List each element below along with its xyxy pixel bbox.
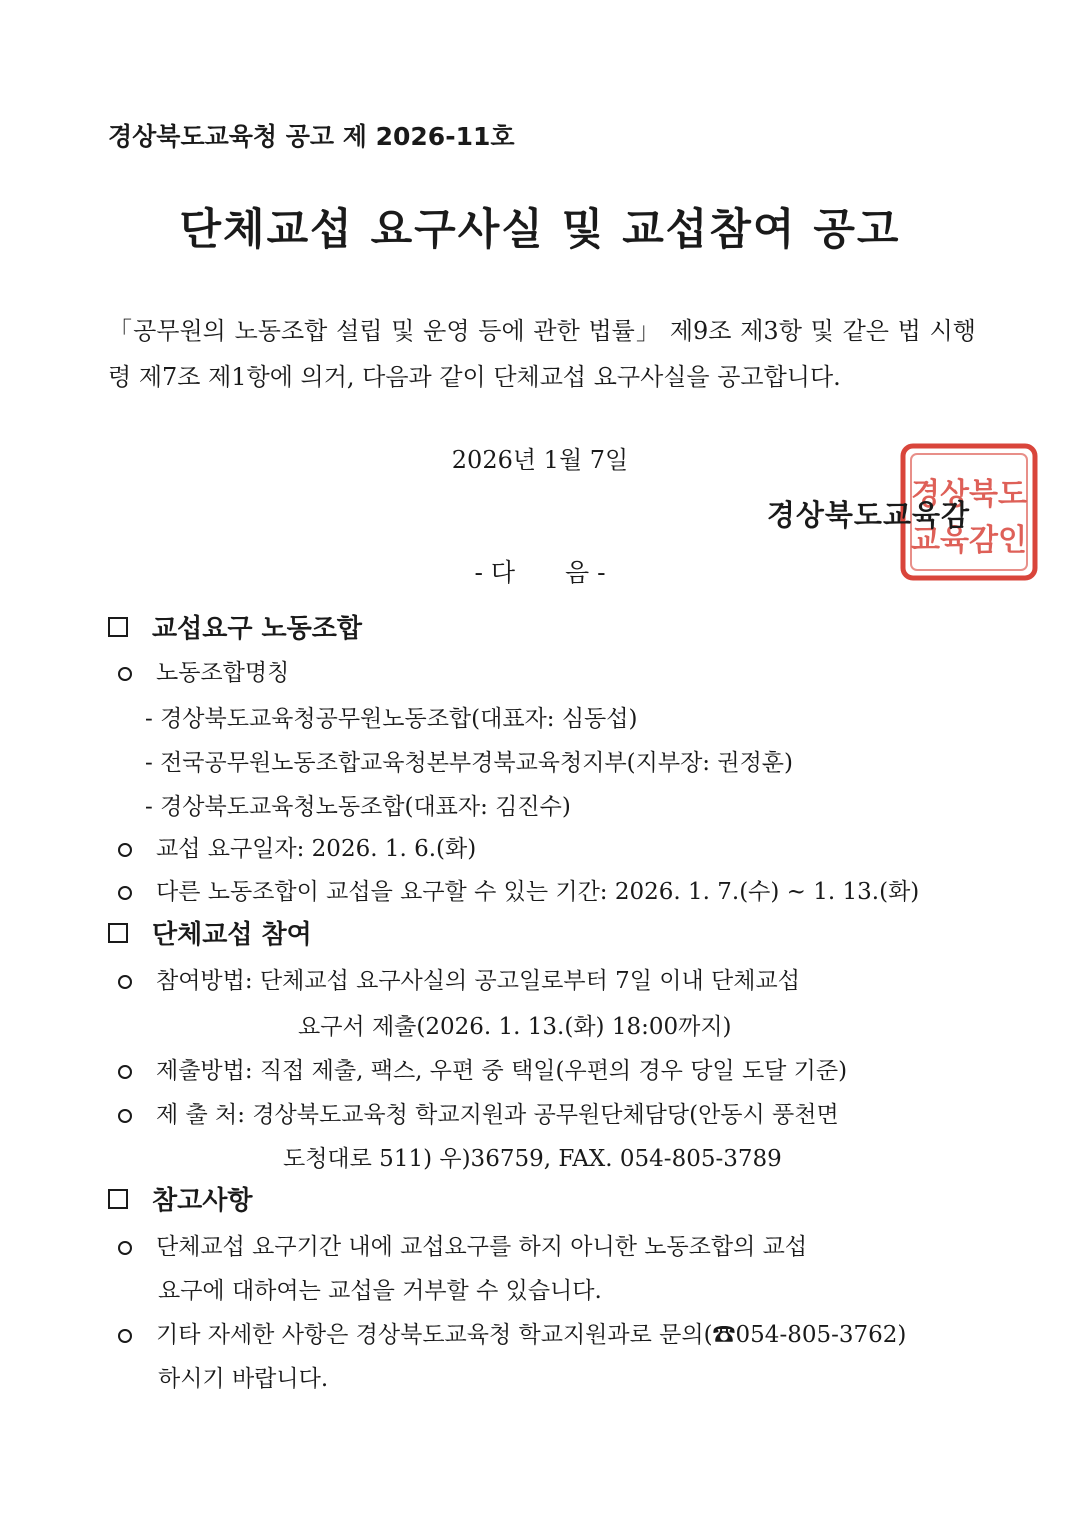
item-text: 참여방법: 단체교섭 요구사실의 공고일로부터 7일 이내 단체교섭 — [156, 968, 800, 994]
section-heading — [108, 608, 362, 645]
checkbox-square-icon — [108, 1189, 128, 1209]
section-heading — [108, 1180, 252, 1217]
section-heading — [108, 914, 312, 951]
item-continuation: 요구서 제출(2026. 1. 13.(화) 18:00까지) — [298, 1014, 732, 1040]
circle-bullet-icon — [118, 1329, 132, 1343]
list-item — [118, 830, 476, 863]
svg-text:교육감인: 교육감인 — [911, 523, 1027, 558]
next-left: - 다 — [474, 558, 515, 587]
page-title: 단체교섭 요구사실 및 교섭참여 공고 — [179, 205, 901, 255]
issuer-name: 경상북도교육감 — [766, 498, 970, 532]
circle-bullet-icon — [118, 1065, 132, 1079]
section-title: 단체교섭 참여 — [152, 920, 312, 950]
list-item — [118, 654, 289, 687]
list-item — [118, 1316, 906, 1349]
checkbox-square-icon — [108, 617, 128, 637]
circle-bullet-icon — [118, 1109, 132, 1123]
section-title: 참고사항 — [152, 1186, 253, 1216]
item-continuation: 하시기 바랍니다. — [158, 1366, 329, 1392]
item-text: 단체교섭 요구기간 내에 교섭요구를 하지 아니한 노동조합의 교섭 — [156, 1234, 808, 1260]
list-item — [118, 1052, 847, 1085]
sub-item: - 전국공무원노동조합교육청본부경북교육청지부(지부장: 권정훈) — [145, 750, 793, 776]
list-item — [118, 1228, 807, 1261]
item-continuation: 도청대로 511) 우)36759, FAX. 054-805-3789 — [283, 1146, 782, 1172]
item-text: 제 출 처: 경상북도교육청 학교지원과 공무원단체담당(안동시 풍천면 — [156, 1102, 839, 1128]
list-item — [118, 962, 800, 995]
intro-paragraph: 「공무원의 노동조합 설립 및 운영 등에 관한 법률」 제9조 제3항 및 같은 법 시행령 제7조 제1항에 의거, 다음과 같이 단체교섭 요구사실을 공고합니다. — [108, 317, 976, 391]
circle-bullet-icon — [118, 1241, 132, 1255]
list-item — [118, 873, 919, 906]
item-text: 다른 노동조합이 교섭을 요구할 수 있는 기간: 2026. 1. 7.(수) ~ 1. 13.(화) — [156, 879, 920, 905]
seal-lettering: 경상북도 — [911, 477, 1027, 512]
item-text: 제출방법: 직접 제출, 팩스, 우편 중 택일(우편의 경우 당일 도달 기준) — [156, 1058, 848, 1084]
notice-number: 경상북도교육청 공고 제 2026-11호 — [108, 122, 515, 151]
circle-bullet-icon — [118, 975, 132, 989]
list-item — [118, 1096, 839, 1129]
next-right: 음 - — [565, 558, 606, 587]
sub-item: - 경상북도교육청공무원노동조합(대표자: 심동섭) — [145, 706, 638, 732]
section-title: 교섭요구 노동조합 — [152, 614, 362, 644]
checkbox-square-icon — [108, 923, 128, 943]
circle-bullet-icon — [118, 843, 132, 857]
item-text: 노동조합명칭 — [156, 660, 290, 686]
circle-bullet-icon — [118, 667, 132, 681]
item-continuation: 요구에 대하여는 교섭을 거부할 수 있습니다. — [158, 1278, 602, 1304]
sub-item: - 경상북도교육청노동조합(대표자: 김진수) — [145, 794, 571, 820]
item-text: 교섭 요구일자: 2026. 1. 6.(화) — [156, 836, 477, 862]
circle-bullet-icon — [118, 886, 132, 900]
notice-date: 2026년 1월 7일 — [451, 446, 629, 474]
next-heading — [0, 553, 1080, 589]
item-text: 기타 자세한 사항은 경상북도교육청 학교지원과로 문의(☎054-805-3762) — [156, 1322, 907, 1348]
